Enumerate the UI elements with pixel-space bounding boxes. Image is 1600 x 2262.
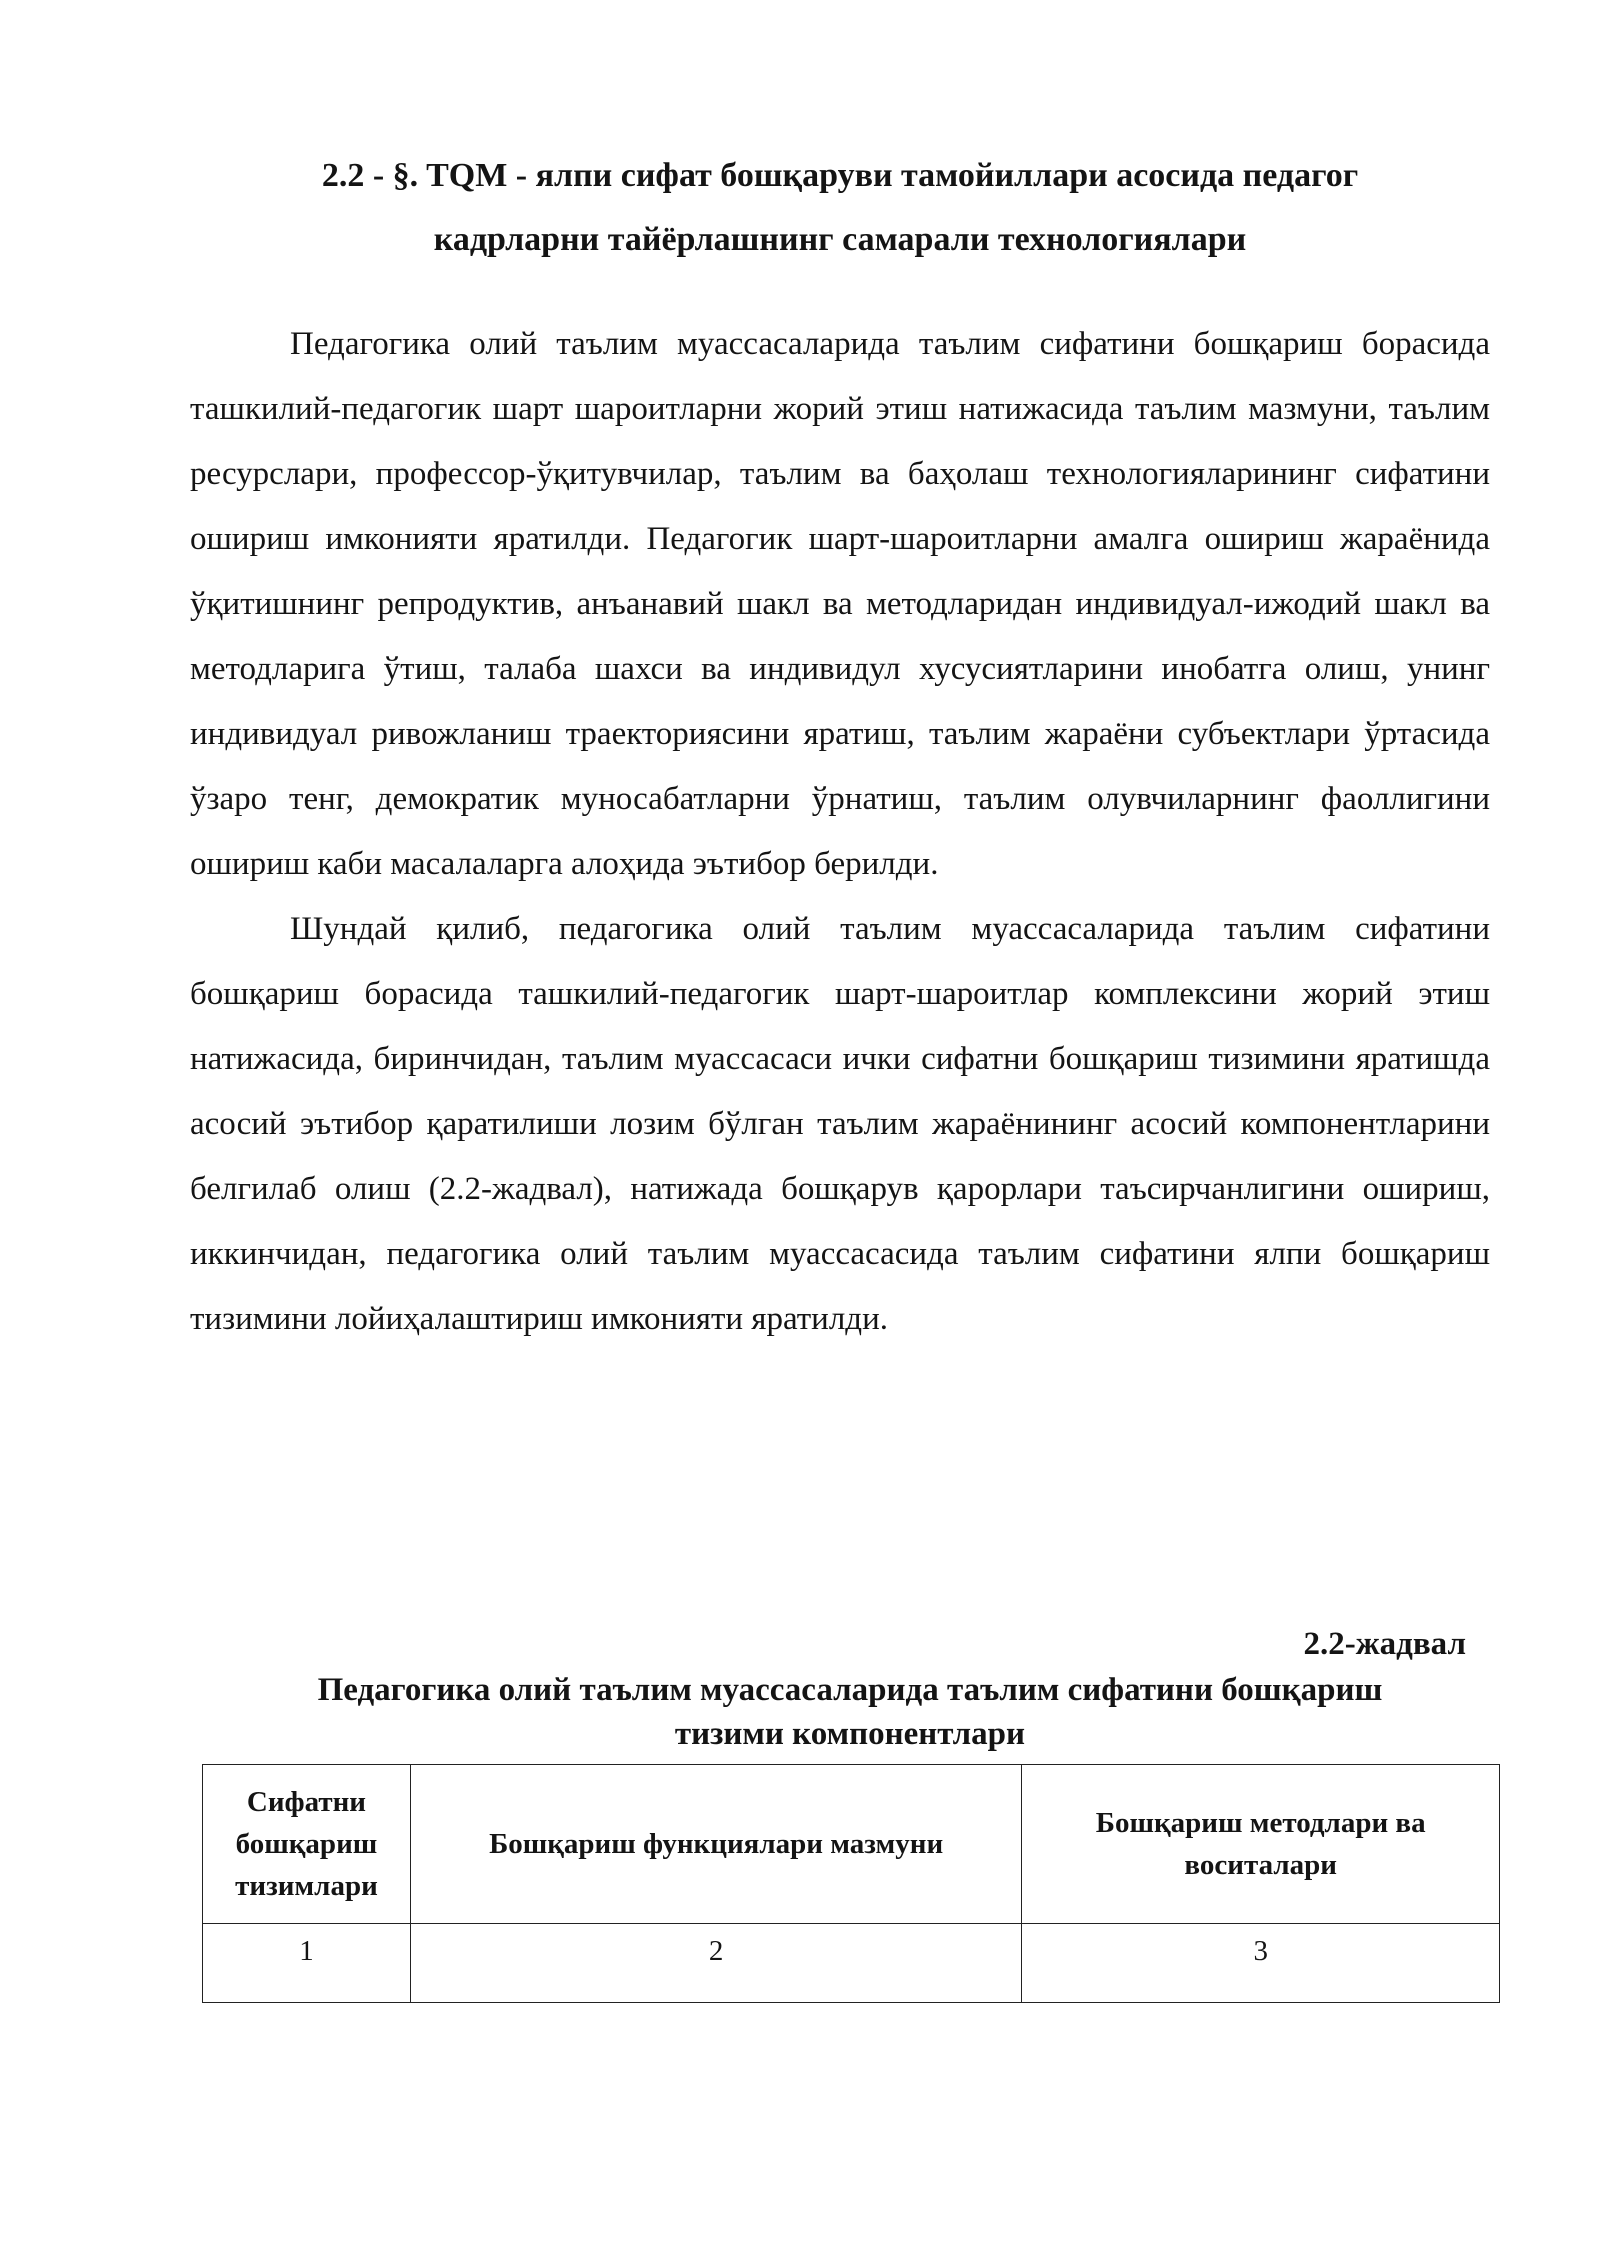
table-title-line-2: тизими компонентлари — [674, 1716, 1026, 1752]
table-header-row — [203, 1765, 1500, 1924]
table-title-line-1: Педагогика олий таълим муассасаларида таълим сифатини бошқариш — [317, 1672, 1383, 1708]
body-text — [190, 312, 1490, 1352]
table-header-cell-functions — [410, 1765, 1021, 1924]
header-1-line-3: тизимлари — [235, 1870, 378, 1902]
header-3-line-2: воситалари — [1184, 1849, 1337, 1881]
table-cell-2: 2 — [410, 1924, 1021, 2003]
table-row — [203, 1924, 1500, 2003]
table-header-cell-methods — [1022, 1765, 1500, 1924]
table-header-cell-systems — [203, 1765, 411, 1924]
section-heading-line-1: 2.2 - §. TQM - ялпи сифат бошқаруви тамойиллари асосида педагог — [321, 157, 1359, 194]
header-2-line-1: Бошқариш функциялари мазмуни — [489, 1828, 944, 1860]
header-1-line-2: бошқариш — [235, 1828, 378, 1860]
table-cell-1: 1 — [203, 1924, 411, 2003]
components-table — [202, 1764, 1500, 2003]
header-3-line-1: Бошқариш методлари ва — [1095, 1807, 1426, 1839]
table-cell-3: 3 — [1022, 1924, 1500, 2003]
table-title — [200, 1668, 1500, 1756]
table-number: 2.2-жадвал — [1303, 1626, 1466, 1662]
section-heading — [190, 144, 1490, 272]
paragraph-1: Педагогика олий таълим муассасаларида таълим сифатини бошқариш борасида ташкилий-педагогик шарт шароитларни жорий этиш натижасида таълим мазмуни, таълим ресурслари, профессор-ўқитувчилар, таълим ва баҳолаш технологияларининг сифатини ошириш имконияти яратилди. Педагогик шарт-шароитларни амалга ошириш жараёнида ўқитишнинг репродуктив, анъанавий шакл ва методларидан индивидуал-ижодий шакл ва методларига ўтиш, талаба шахси ва индивидул хусусиятларини инобатга олиш, унинг индивидуал ривожланиш траекториясини яратиш, таълим жараёни субъектлари ўртасида ўзаро тенг, демократик муносабатларни ўрнатиш, таълим олувчиларнинг фаоллигини ошириш каби масалаларга алоҳида эътибор берилди. — [190, 326, 1490, 882]
section-heading-line-2: кадрларни тайёрлашнинг самарали технологиялари — [433, 221, 1247, 258]
paragraph-2: Шундай қилиб, педагогика олий таълим муассасаларида таълим сифатини бошқариш борасида ташкилий-педагогик шарт-шароитлар комплексини жорий этиш натижасида, биринчидан, таълим муассасаси ички сифатни бошқариш тизимини яратишда асосий эътибор қаратилиши лозим бўлган таълим жараёнининг асосий компонентларини белгилаб олиш (2.2-жадвал), натижада бошқарув қарорлари таъсирчанлигини ошириш, иккинчидан, педагогика олий таълим муассасасида таълим сифатини ялпи бошқариш тизимини лойиҳалаштириш имконияти яратилди. — [190, 911, 1490, 1337]
header-1-line-1: Сифатни — [246, 1786, 367, 1818]
